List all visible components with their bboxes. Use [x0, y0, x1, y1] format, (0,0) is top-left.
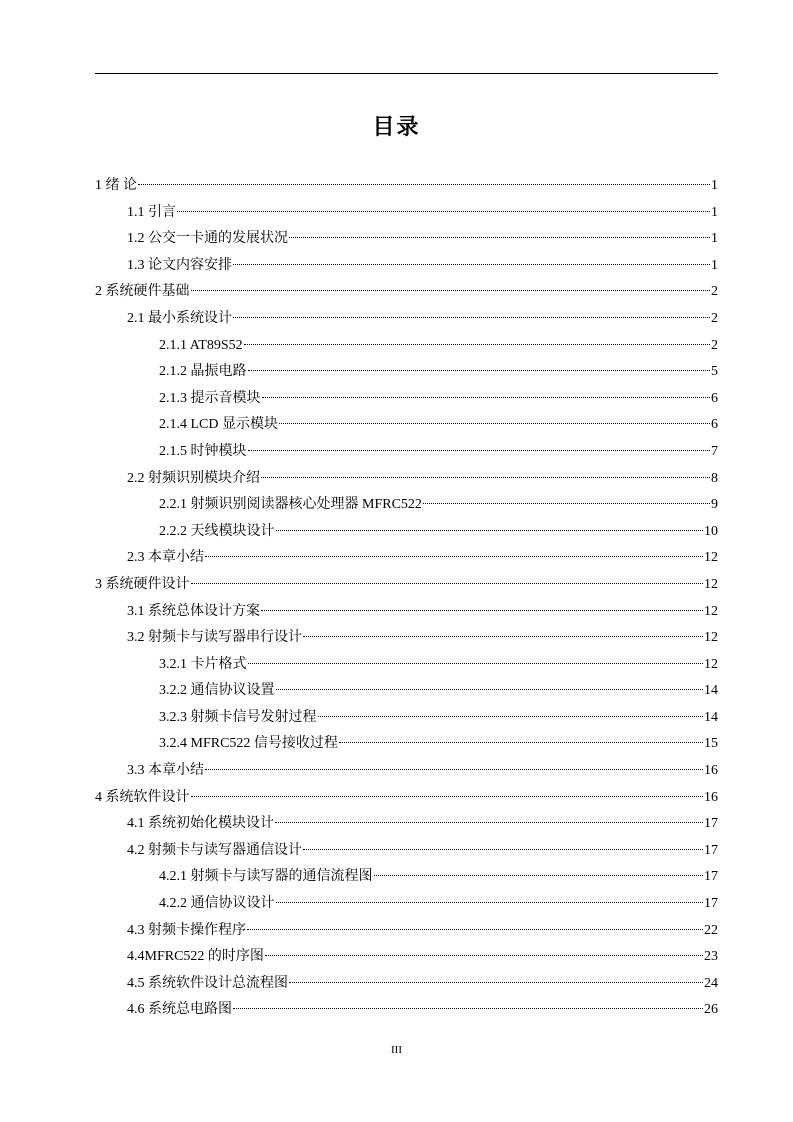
toc-entry[interactable]: [95, 414, 718, 441]
toc-entry-page-number: 1: [711, 204, 718, 220]
toc-entry-label: 4.4MFRC522 的时序图: [127, 949, 264, 965]
toc-entry-page-number: 14: [704, 709, 718, 725]
toc-entry-page-number: 26: [704, 1002, 718, 1018]
toc-entry-label: 4.6 系统总电路图: [127, 1002, 232, 1018]
toc-entry-page-number: 12: [704, 656, 718, 672]
toc-entry[interactable]: [95, 787, 718, 814]
header-rule: [95, 73, 718, 74]
dot-leader: [423, 503, 710, 504]
toc-entry-page-number: 16: [704, 789, 718, 805]
toc-entry-label: 2 系统硬件基础: [95, 284, 190, 300]
toc-entry-page-number: 1: [711, 257, 718, 273]
toc-entry[interactable]: [95, 361, 718, 388]
dot-leader: [262, 397, 711, 398]
toc-entry-page-number: 1: [711, 178, 718, 193]
toc-entry-page-number: 24: [704, 975, 718, 991]
toc-entry[interactable]: [95, 574, 718, 601]
toc-entry-label: 2.3 本章小结: [127, 550, 204, 566]
toc-entry-label: 3.2.2 通信协议设置: [159, 683, 275, 699]
toc-entry-label: 4.2.1 射频卡与读写器的通信流程图: [159, 869, 373, 885]
toc-entry[interactable]: [95, 760, 718, 787]
toc-entry-page-number: 23: [704, 949, 718, 965]
toc-entry-label: 2.1.5 时钟模块: [159, 443, 247, 459]
toc-entry-page-number: 17: [704, 896, 718, 912]
toc-entry[interactable]: [95, 228, 718, 255]
toc-entry-label: 2.2.2 天线模块设计: [159, 523, 275, 539]
toc-entry[interactable]: [95, 335, 718, 362]
dot-leader: [233, 1008, 703, 1009]
toc-entry-page-number: 1: [711, 231, 718, 247]
toc-entry-label: 1.1 引言: [127, 204, 176, 220]
toc-entry-label: 4.3 射频卡操作程序: [127, 922, 246, 938]
toc-entry-label: 3.2.4 MFRC522 信号接收过程: [159, 736, 338, 752]
dot-leader: [265, 955, 703, 956]
dot-leader: [191, 583, 704, 584]
toc-entry[interactable]: [95, 627, 718, 654]
toc-entry-label: 3.1 系统总体设计方案: [127, 603, 260, 619]
toc-entry-label: 1 绪 论: [95, 178, 137, 193]
toc-entry[interactable]: [95, 281, 718, 308]
dot-leader: [374, 875, 704, 876]
dot-leader: [248, 370, 711, 371]
toc-entry[interactable]: [95, 840, 718, 867]
dot-leader: [191, 290, 711, 291]
toc-entry[interactable]: [95, 521, 718, 548]
toc-entry[interactable]: [95, 813, 718, 840]
toc-entry-page-number: 14: [704, 683, 718, 699]
toc-entry-page-number: 17: [704, 816, 718, 832]
toc-entry-page-number: 12: [704, 603, 718, 619]
toc-entry[interactable]: [95, 866, 718, 893]
toc-entry[interactable]: [95, 601, 718, 628]
table-of-contents: [95, 175, 718, 1026]
toc-entry-page-number: 12: [704, 576, 718, 592]
toc-entry-label: 4.1 系统初始化模块设计: [127, 816, 274, 832]
dot-leader: [303, 636, 703, 637]
dot-leader: [276, 689, 704, 690]
toc-entry[interactable]: [95, 175, 718, 202]
page-title: 目录: [372, 114, 421, 139]
toc-entry[interactable]: [95, 946, 718, 973]
toc-entry[interactable]: [95, 441, 718, 468]
toc-entry-label: 2.2 射频识别模块介绍: [127, 470, 260, 486]
dot-leader: [261, 477, 710, 478]
toc-entry-label: 2.1 最小系统设计: [127, 310, 232, 326]
toc-entry-page-number: 12: [704, 630, 718, 646]
toc-entry[interactable]: [95, 654, 718, 681]
dot-leader: [261, 610, 703, 611]
toc-entry[interactable]: [95, 893, 718, 920]
dot-leader: [275, 822, 703, 823]
toc-entry-page-number: 12: [704, 550, 718, 566]
toc-entry[interactable]: [95, 680, 718, 707]
toc-entry[interactable]: [95, 202, 718, 229]
toc-entry-label: 2.2.1 射频识别阅读器核心处理器 MFRC522: [159, 497, 422, 513]
toc-entry[interactable]: [95, 388, 718, 415]
dot-leader: [276, 530, 704, 531]
dot-leader: [247, 929, 703, 930]
toc-entry-page-number: 22: [704, 922, 718, 938]
toc-entry-page-number: 2: [711, 337, 718, 353]
toc-entry-label: 3.2 射频卡与读写器串行设计: [127, 630, 302, 646]
toc-entry[interactable]: [95, 468, 718, 495]
dot-leader: [318, 716, 704, 717]
toc-entry[interactable]: [95, 733, 718, 760]
toc-entry[interactable]: [95, 999, 718, 1026]
toc-entry-page-number: 7: [711, 443, 718, 459]
toc-entry-label: 3.2.1 卡片格式: [159, 656, 247, 672]
dot-leader: [303, 849, 703, 850]
toc-entry-page-number: 8: [711, 470, 718, 486]
toc-entry-label: 2.1.4 LCD 显示模块: [159, 417, 278, 433]
toc-entry[interactable]: [95, 973, 718, 1000]
toc-entry[interactable]: [95, 547, 718, 574]
toc-entry[interactable]: [95, 255, 718, 282]
dot-leader: [244, 344, 710, 345]
toc-entry-label: 1.2 公交一卡通的发展状况: [127, 231, 288, 247]
toc-entry-page-number: 6: [711, 390, 718, 406]
dot-leader: [205, 556, 703, 557]
toc-entry[interactable]: [95, 707, 718, 734]
toc-entry-label: 2.1.3 提示音模块: [159, 390, 261, 406]
toc-entry-page-number: 5: [711, 364, 718, 380]
toc-entry-page-number: 2: [711, 310, 718, 326]
toc-entry-page-number: 2: [711, 284, 718, 300]
dot-leader: [233, 264, 710, 265]
toc-entry-page-number: 17: [704, 869, 718, 885]
toc-entry[interactable]: [95, 308, 718, 335]
toc-entry-label: 3 系统硬件设计: [95, 576, 190, 592]
toc-entry-label: 3.2.3 射频卡信号发射过程: [159, 709, 317, 725]
toc-entry-page-number: 16: [704, 763, 718, 779]
toc-entry-label: 4.2 射频卡与读写器通信设计: [127, 842, 302, 858]
toc-entry-label: 2.1.1 AT89S52: [159, 337, 243, 353]
toc-entry[interactable]: [95, 920, 718, 947]
toc-entry-label: 2.1.2 晶振电路: [159, 364, 247, 380]
dot-leader: [233, 317, 710, 318]
dot-leader: [276, 902, 704, 903]
dot-leader: [248, 663, 704, 664]
dot-leader: [289, 237, 710, 238]
toc-entry-page-number: 6: [711, 417, 718, 433]
dot-leader: [191, 796, 704, 797]
dot-leader: [248, 450, 711, 451]
toc-entry-page-number: 9: [711, 497, 718, 513]
toc-entry-page-number: 15: [704, 736, 718, 752]
toc-entry-label: 4.2.2 通信协议设计: [159, 896, 275, 912]
toc-entry-label: 4 系统软件设计: [95, 789, 190, 805]
dot-leader: [177, 211, 710, 212]
toc-entry-label: 4.5 系统软件设计总流程图: [127, 975, 288, 991]
toc-entry[interactable]: [95, 494, 718, 521]
dot-leader: [289, 982, 703, 983]
dot-leader: [138, 184, 710, 185]
dot-leader: [339, 742, 703, 743]
dot-leader: [205, 769, 703, 770]
toc-entry-page-number: 10: [704, 523, 718, 539]
toc-entry-label: 1.3 论文内容安排: [127, 257, 232, 273]
page-number: III: [391, 1044, 402, 1056]
toc-entry-page-number: 17: [704, 842, 718, 858]
toc-entry-label: 3.3 本章小结: [127, 763, 204, 779]
dot-leader: [279, 423, 710, 424]
